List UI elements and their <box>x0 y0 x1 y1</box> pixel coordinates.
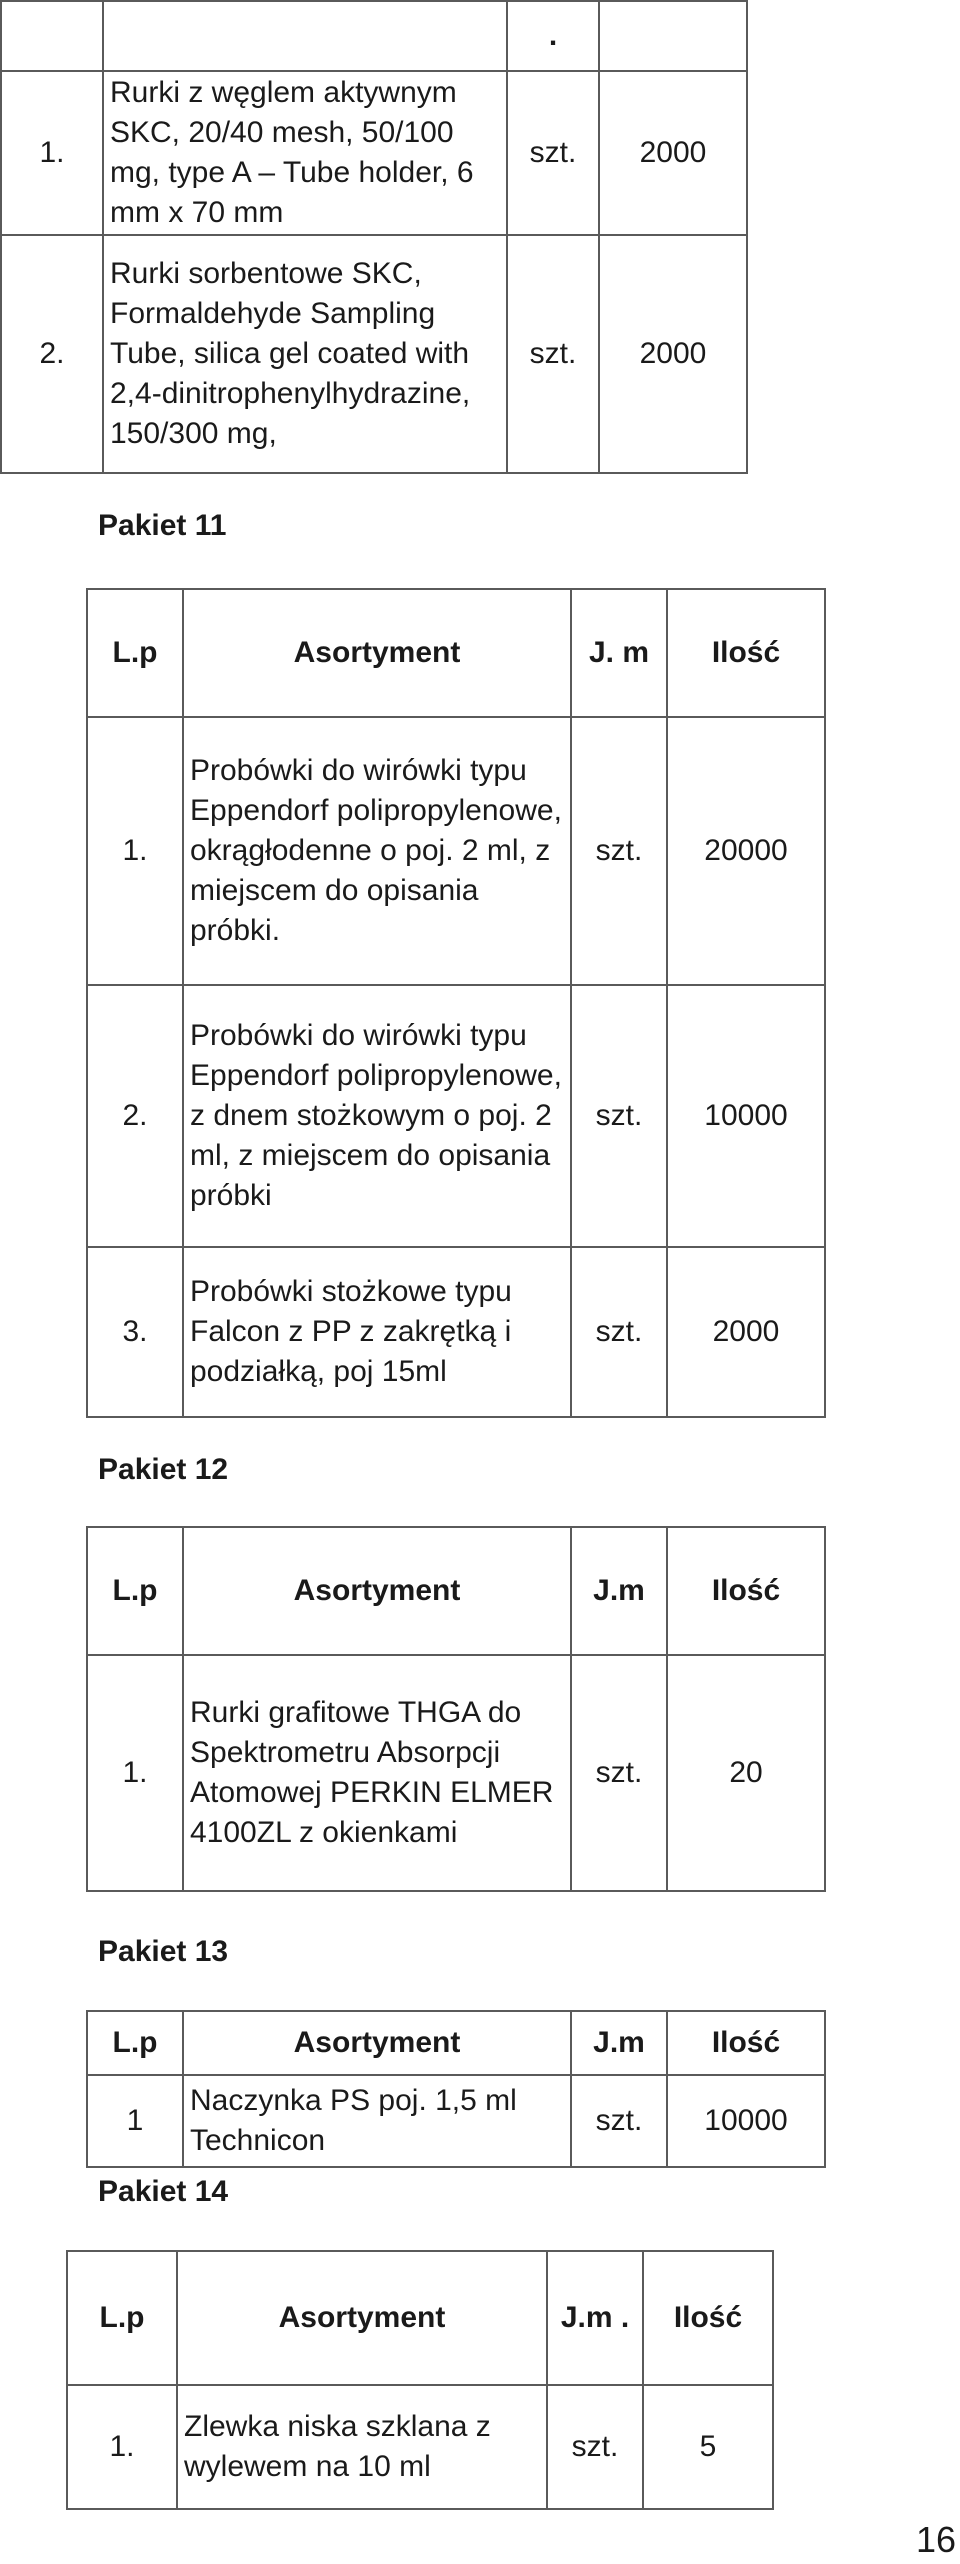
row-unit: szt. <box>571 1247 667 1417</box>
table-row <box>1 71 747 235</box>
row-qty: 20 <box>667 1655 825 1891</box>
header-unit: J.m <box>571 2011 667 2075</box>
row-unit: szt. <box>571 2075 667 2167</box>
row-lp: 1 <box>87 2075 183 2167</box>
table-pakiet-13 <box>86 2010 826 2168</box>
table-header-row <box>87 1527 825 1655</box>
row-qty: 2000 <box>599 71 747 235</box>
table-row <box>87 1247 825 1417</box>
row-name: Rurki z węglem aktywnym SKC, 20/40 mesh, 50/100 mg, type A – Tube holder, 6 mm x 70 mm <box>103 71 507 235</box>
table-header-row <box>67 2251 773 2385</box>
header-lp: L.p <box>87 1527 183 1655</box>
header-asortyment: Asortyment <box>183 589 571 717</box>
row-qty: 10000 <box>667 985 825 1247</box>
header-asortyment: Asortyment <box>177 2251 547 2385</box>
row-lp: 1. <box>67 2385 177 2509</box>
row-qty: 2000 <box>599 235 747 473</box>
row-unit: szt. <box>507 235 599 473</box>
pakiet-11-title: Pakiet 11 <box>98 509 227 542</box>
row-unit: szt. <box>571 985 667 1247</box>
table-pakiet-14 <box>66 2250 774 2510</box>
row-name: Probówki do wirówki typu Eppendorf polipropylenowe, z dnem stożkowym o poj. 2 ml, z miejscem do opisania próbki <box>183 985 571 1247</box>
row-lp: 2. <box>1 235 103 473</box>
row-qty: 5 <box>643 2385 773 2509</box>
row-qty: 10000 <box>667 2075 825 2167</box>
header-cell <box>1 1 103 71</box>
pakiet-12-title: Pakiet 12 <box>98 1453 229 1486</box>
table-row <box>1 235 747 473</box>
row-lp: 1. <box>1 71 103 235</box>
header-asortyment: Asortyment <box>183 1527 571 1655</box>
row-lp: 3. <box>87 1247 183 1417</box>
header-unit: J.m <box>571 1527 667 1655</box>
pakiet-13-title: Pakiet 13 <box>98 1935 229 1968</box>
row-qty: 20000 <box>667 717 825 985</box>
row-lp: 1. <box>87 1655 183 1891</box>
row-unit: szt. <box>547 2385 643 2509</box>
header-unit: J. m <box>571 589 667 717</box>
pakiet-14-title: Pakiet 14 <box>98 2175 229 2208</box>
table-header-row <box>1 1 747 71</box>
table-header-row <box>87 589 825 717</box>
header-asortyment: Asortyment <box>183 2011 571 2075</box>
header-qty: Ilość <box>667 1527 825 1655</box>
table-row <box>67 2385 773 2509</box>
header-qty: Ilość <box>667 589 825 717</box>
header-lp: L.p <box>87 589 183 717</box>
table-row <box>87 717 825 985</box>
row-lp: 2. <box>87 985 183 1247</box>
header-qty: Ilość <box>643 2251 773 2385</box>
table-row <box>87 1655 825 1891</box>
table-top <box>0 0 748 474</box>
row-name: Rurki sorbentowe SKC, Formaldehyde Sampling Tube, silica gel coated with 2,4-dinitrophenylhydrazine, 150/300 mg, <box>103 235 507 473</box>
header-cell <box>599 1 747 71</box>
header-lp: L.p <box>67 2251 177 2385</box>
header-qty: Ilość <box>667 2011 825 2075</box>
row-unit: szt. <box>571 717 667 985</box>
table-header-row <box>87 2011 825 2075</box>
row-unit: szt. <box>507 71 599 235</box>
row-name: Rurki grafitowe THGA do Spektrometru Absorpcji Atomowej PERKIN ELMER 4100ZL z okienkami <box>183 1655 571 1891</box>
row-name: Naczynka PS poj. 1,5 ml Technicon <box>183 2075 571 2167</box>
table-row <box>87 2075 825 2167</box>
table-pakiet-12 <box>86 1526 826 1892</box>
row-lp: 1. <box>87 717 183 985</box>
row-name: Probówki do wirówki typu Eppendorf polipropylenowe, okrągłodenne o poj. 2 ml, z miejscem do opisania próbki. <box>183 717 571 985</box>
table-pakiet-11 <box>86 588 826 1418</box>
header-lp: L.p <box>87 2011 183 2075</box>
row-name: Probówki stożkowe typu Falcon z PP z zakrętką i podziałką, poj 15ml <box>183 1247 571 1417</box>
header-cell: . <box>507 1 599 71</box>
page-number: 16 <box>915 2519 956 2560</box>
row-unit: szt. <box>571 1655 667 1891</box>
row-qty: 2000 <box>667 1247 825 1417</box>
table-row <box>87 985 825 1247</box>
row-name: Zlewka niska szklana z wylewem na 10 ml <box>177 2385 547 2509</box>
header-unit: J.m . <box>547 2251 643 2385</box>
header-cell <box>103 1 507 71</box>
